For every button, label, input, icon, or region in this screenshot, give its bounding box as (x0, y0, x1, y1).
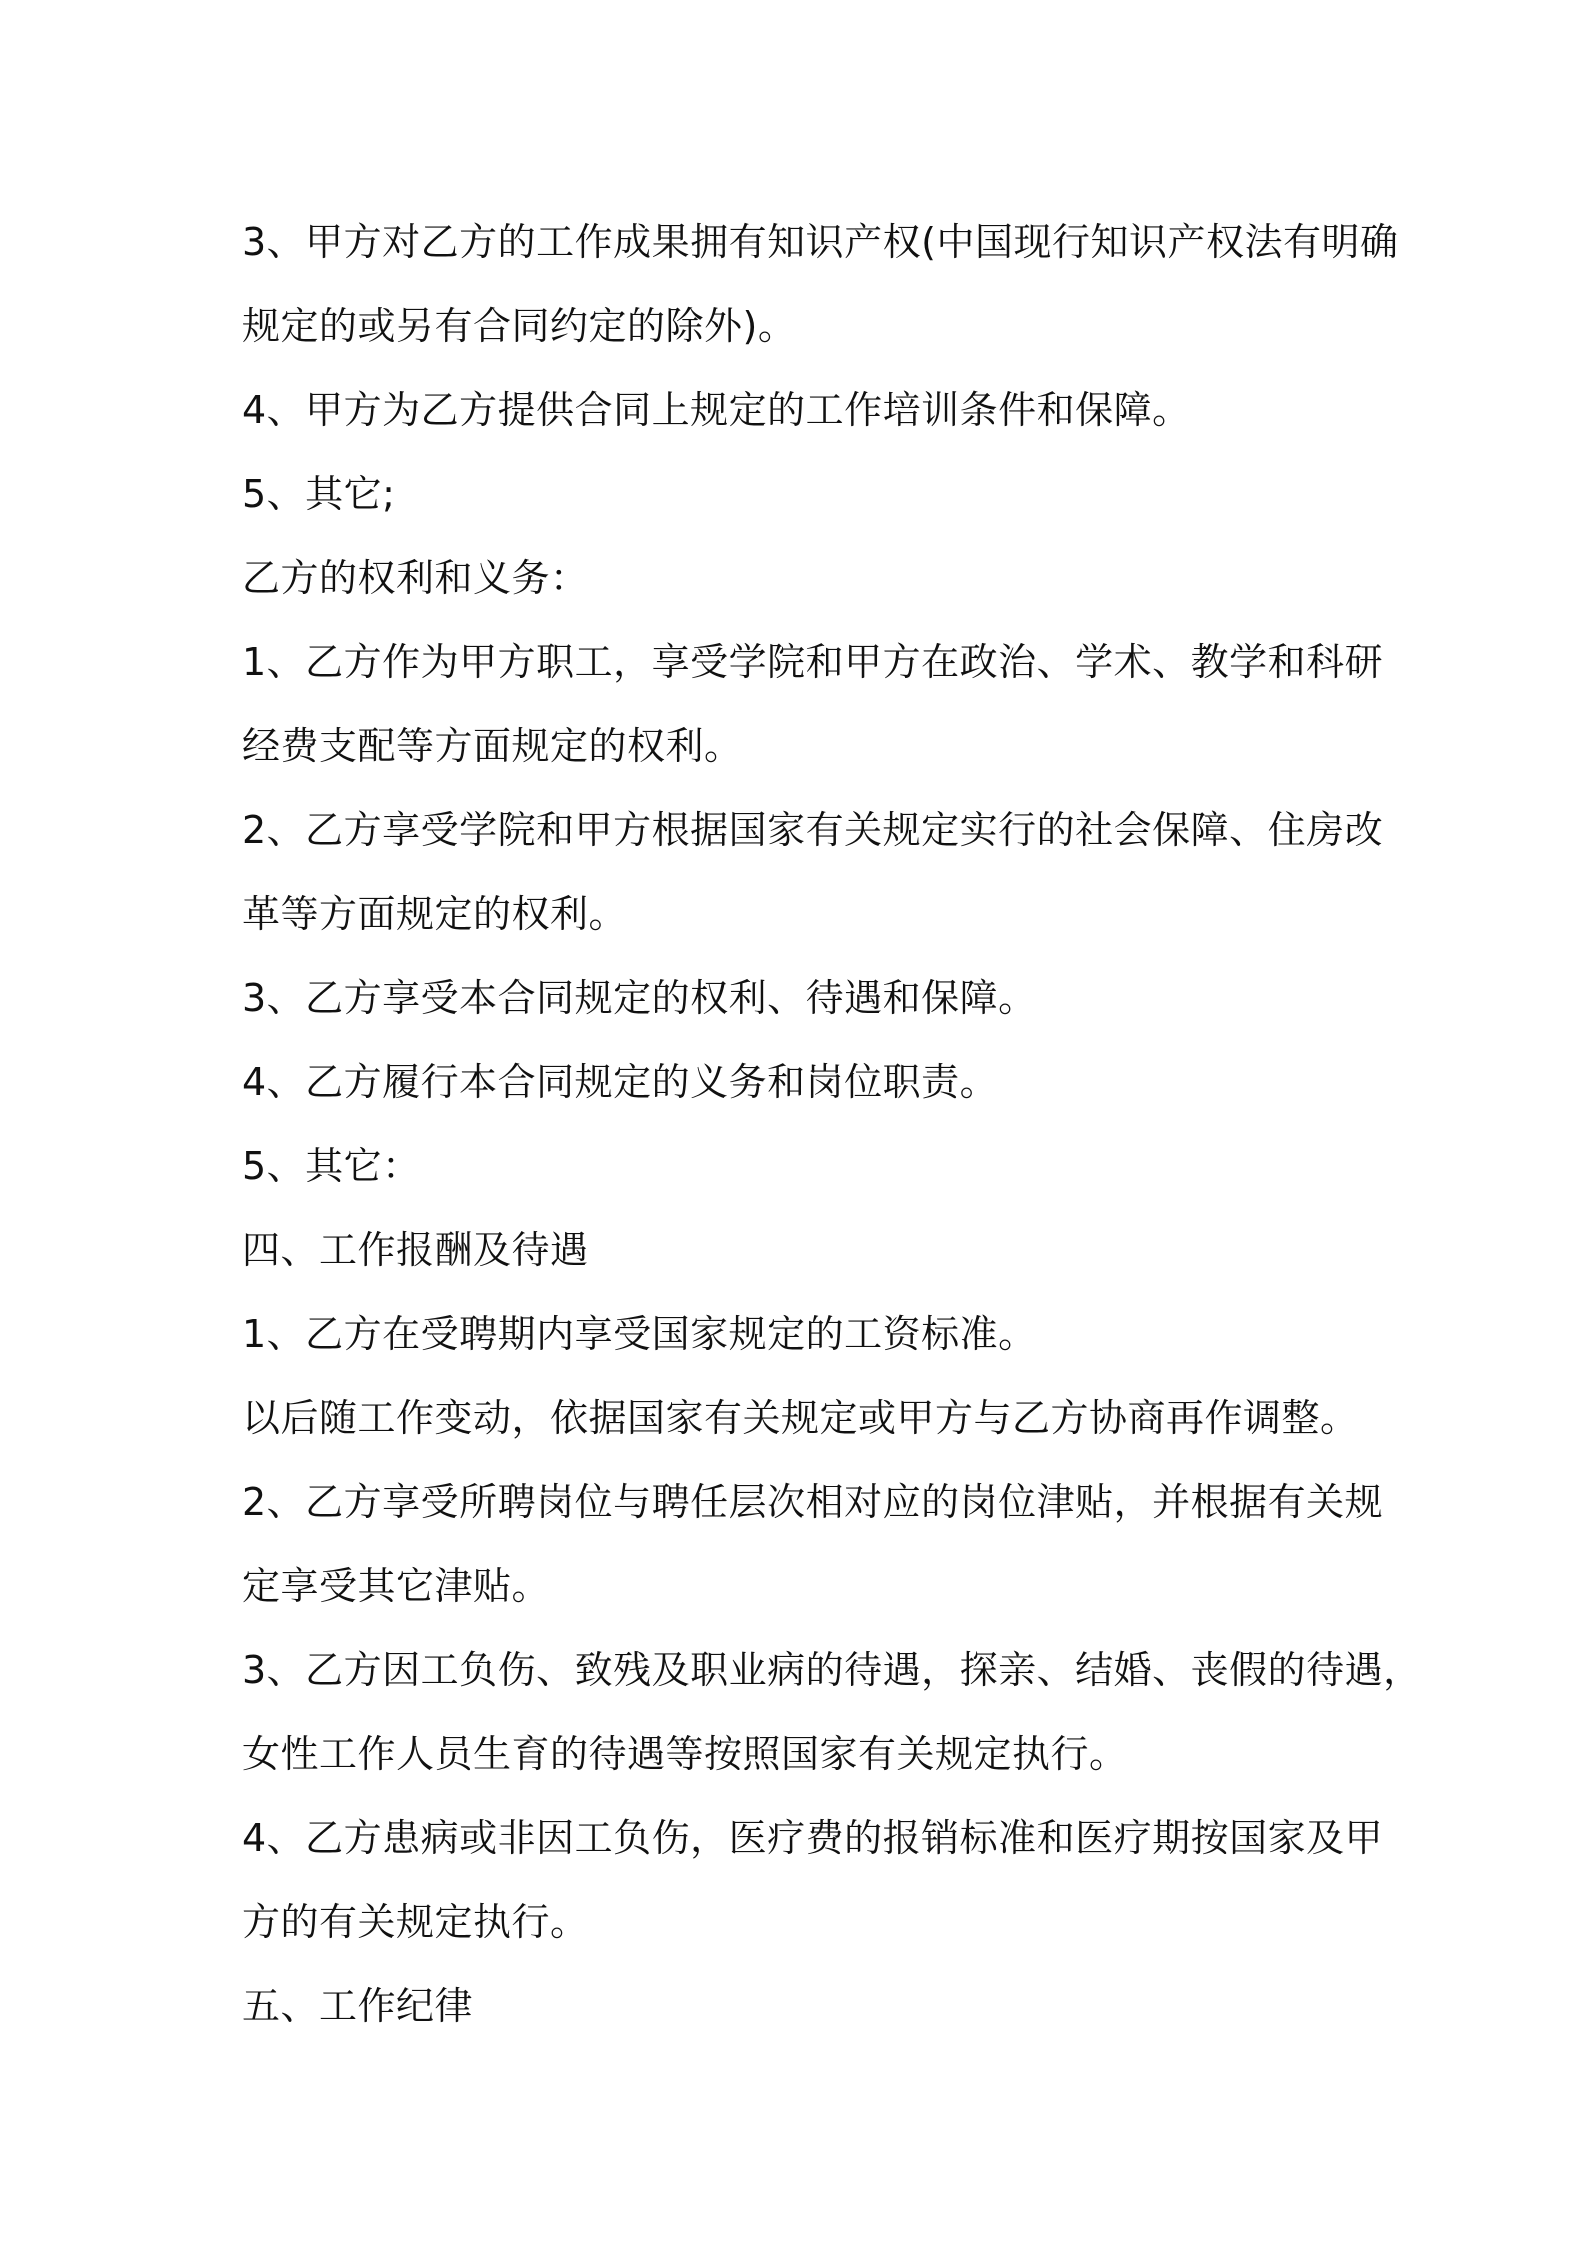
text-line: 4、乙方患病或非因工负伤，医疗费的报销标准和医疗期按国家及甲 (242, 1816, 1384, 1860)
text-line: 4、乙方履行本合同规定的义务和岗位职责。 (242, 1060, 999, 1104)
text-line: 3、乙方享受本合同规定的权利、待遇和保障。 (242, 976, 1037, 1020)
text-line: 革等方面规定的权利。 (242, 892, 628, 936)
section-heading: 四、工作报酬及待遇 (242, 1228, 589, 1272)
text-line: 2、乙方享受所聘岗位与聘任层次相对应的岗位津贴，并根据有关规 (242, 1480, 1384, 1524)
text-line: 经费支配等方面规定的权利。 (242, 724, 743, 768)
text-line: 3、甲方对乙方的工作成果拥有知识产权(中国现行知识产权法有明确 (242, 220, 1399, 264)
text-line: 规定的或另有合同约定的除外)。 (242, 304, 797, 348)
text-line: 1、乙方作为甲方职工，享受学院和甲方在政治、学术、教学和科研 (242, 640, 1384, 684)
text-line: 2、乙方享受学院和甲方根据国家有关规定实行的社会保障、住房改 (242, 808, 1384, 852)
text-line: 5、其它： (242, 1144, 421, 1188)
text-line: 4、甲方为乙方提供合同上规定的工作培训条件和保障。 (242, 388, 1191, 432)
document-body (242, 200, 1422, 2048)
text-line: 方的有关规定执行。 (242, 1900, 589, 1944)
text-line: 以后随工作变动，依据国家有关规定或甲方与乙方协商再作调整。 (242, 1396, 1359, 1440)
text-line: 3、乙方因工负伤、致残及职业病的待遇，探亲、结婚、丧假的待遇， (242, 1648, 1422, 1692)
section-heading: 五、工作纪律 (242, 1984, 474, 2028)
text-line: 女性工作人员生育的待遇等按照国家有关规定执行。 (242, 1732, 1128, 1776)
text-line: 定享受其它津贴。 (242, 1564, 551, 1608)
text-line: 1、乙方在受聘期内享受国家规定的工资标准。 (242, 1312, 1037, 1356)
text-line: 5、其它; (242, 472, 396, 516)
section-heading: 乙方的权利和义务： (242, 556, 589, 600)
